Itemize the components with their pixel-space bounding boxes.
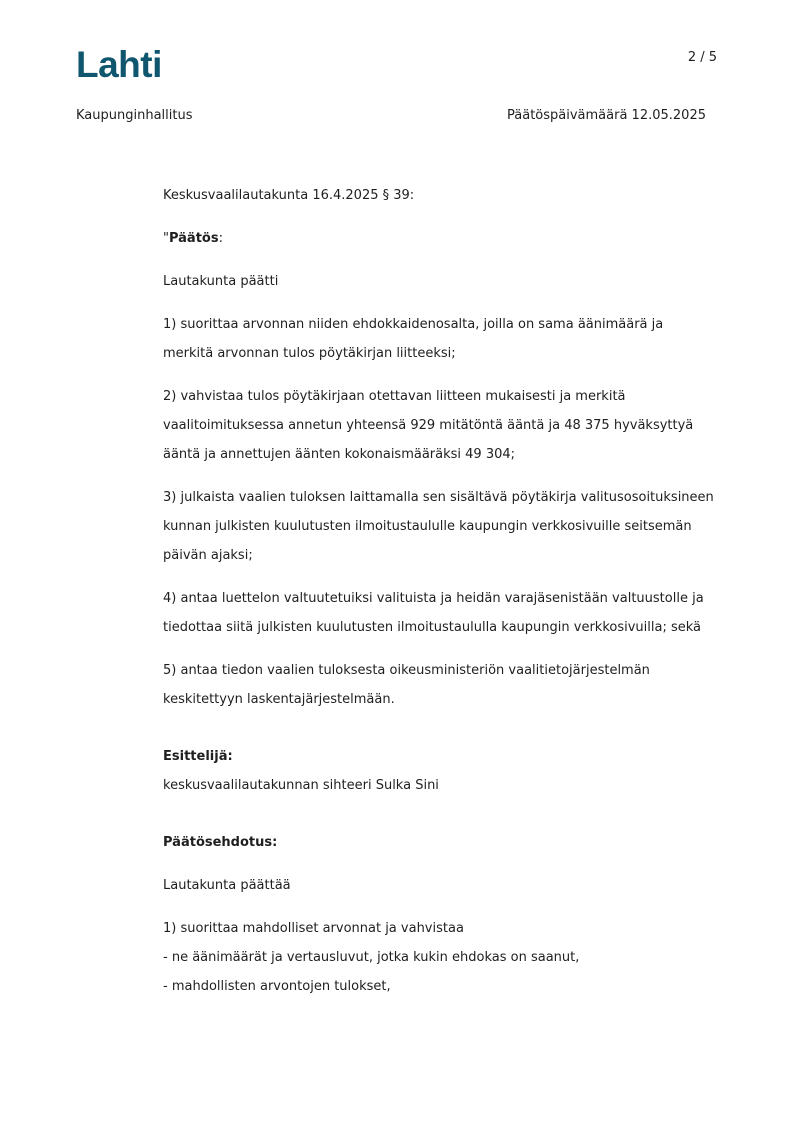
item-3-line-3: päivän ajaksi; <box>163 548 253 563</box>
item-2-line-3: ääntä ja annettujen äänten kokonaismääräksi 49 304; <box>163 447 516 462</box>
item-5 <box>163 656 723 714</box>
decision-heading-text: Päätös <box>168 231 219 246</box>
item-4-line-1: 4) antaa luettelon valtuutetuiksi valituista ja heidän varajäsenistään valtuustolle ja <box>163 591 704 606</box>
decision-heading <box>163 224 723 253</box>
item-3 <box>163 483 723 570</box>
document-body <box>163 181 723 1001</box>
item-3-line-1: 3) julkaista vaalien tuloksen laittamalla sen sisältävä pöytäkirja valitusosoituksineen <box>163 490 714 505</box>
item-5-line-2: keskitettyyn laskentajärjestelmään. <box>163 692 395 707</box>
item-5-line-1: 5) antaa tiedon vaalien tuloksesta oikeusministeriön vaalitietojärjestelmän <box>163 663 650 678</box>
proposal-line-2: - ne äänimäärät ja vertausluvut, jotka kukin ehdokas on saanut, <box>163 950 580 965</box>
page-number: 2 / 5 <box>687 50 717 65</box>
quote-mark: " <box>163 231 169 246</box>
item-1-line-1: 1) suorittaa arvonnan niiden ehdokkaidenosalta, joilla on sama äänimäärä ja <box>163 317 664 332</box>
proposal-line-3: - mahdollisten arvontojen tulokset, <box>163 979 391 994</box>
proposal-line-1: 1) suorittaa mahdolliset arvonnat ja vahvistaa <box>163 921 464 936</box>
presenter-name: keskusvaalilautakunnan sihteeri Sulka Sini <box>163 778 439 793</box>
item-2-line-2: vaalitoimituksessa annetun yhteensä 929 mitätöntä ääntä ja 48 375 hyväksyttyä <box>163 418 694 433</box>
item-4-line-2: tiedottaa siitä julkisten kuulutusten ilmoitustaululla kaupungin verkkosivuilla; sekä <box>163 620 702 635</box>
presenter-heading: Esittelijä: <box>163 749 233 764</box>
proposal-intro: Lautakunta päättää <box>163 878 291 893</box>
reference-line: Keskusvaalilautakunta 16.4.2025 § 39: <box>163 188 415 203</box>
decision-date: Päätöspäivämäärä 12.05.2025 <box>507 108 706 123</box>
item-3-line-2: kunnan julkisten kuulutusten ilmoitustaululle kaupungin verkkosivuille seitsemän <box>163 519 692 534</box>
item-4 <box>163 584 723 642</box>
decision-colon: : <box>218 231 223 246</box>
lahti-logo: Lahti <box>76 44 162 85</box>
item-2-line-1: 2) vahvistaa tulos pöytäkirjaan otettavan liitteen mukaisesti ja merkitä <box>163 389 626 404</box>
item-1 <box>163 310 723 368</box>
item-2 <box>163 382 723 469</box>
item-1-line-2: merkitä arvonnan tulos pöytäkirjan liitteeksi; <box>163 346 456 361</box>
organization-name: Kaupunginhallitus <box>76 108 193 123</box>
decided-line: Lautakunta päätti <box>163 274 279 289</box>
proposal-heading: Päätösehdotus: <box>163 835 278 850</box>
